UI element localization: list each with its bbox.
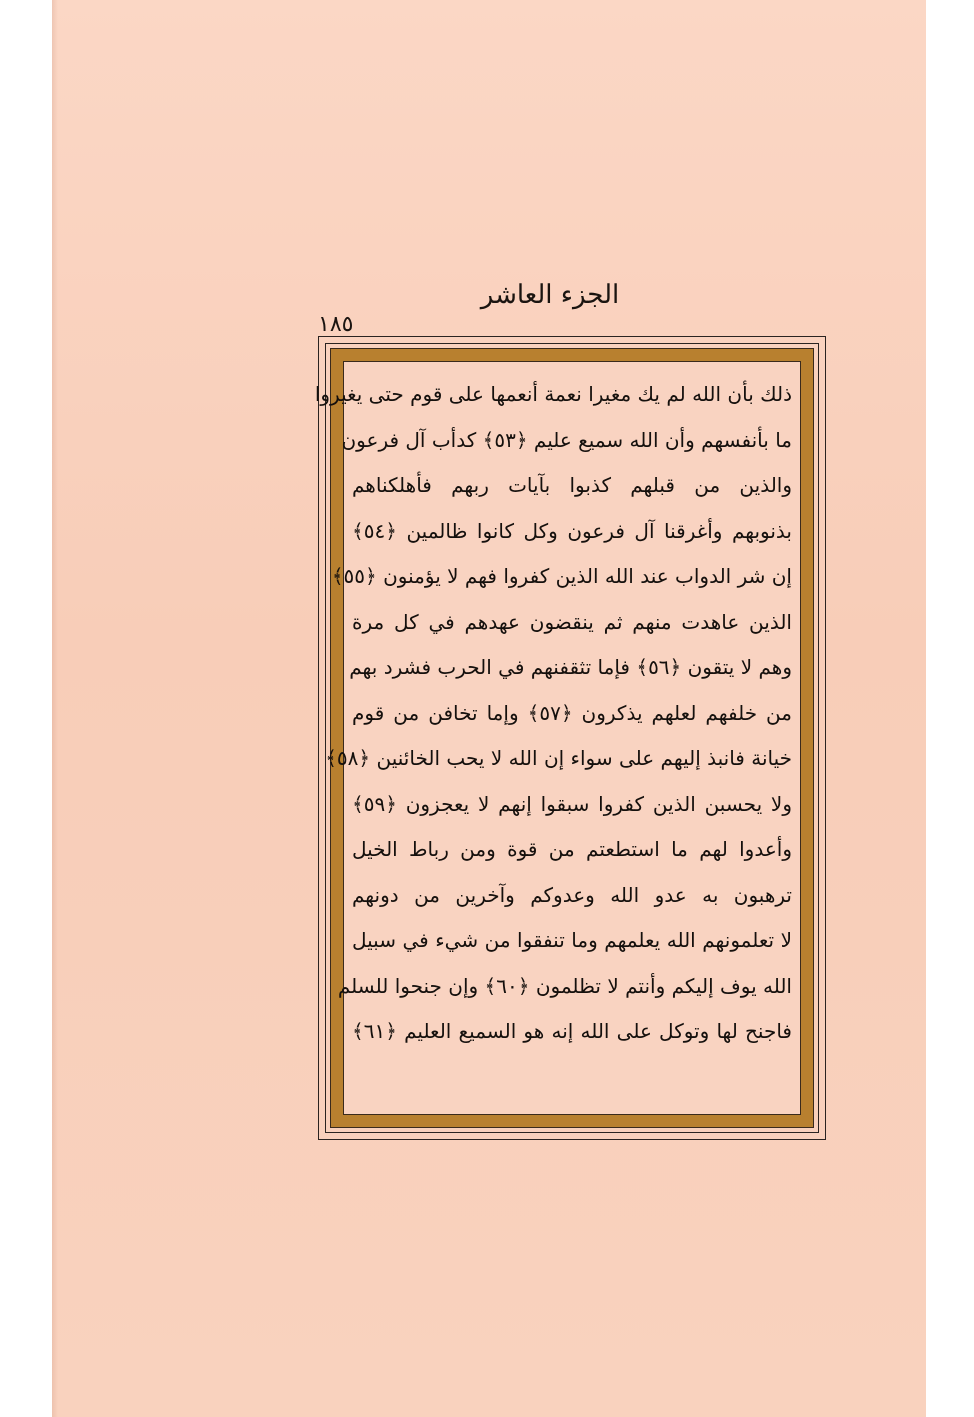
verse-line: ترهبون به عدو الله وعدوكم وآخرين من دونهم <box>352 882 792 907</box>
verse-line: لا تعلمونهم الله يعلمهم وما تنفقوا من شيء في سبيل <box>352 928 792 952</box>
verse-line: وأعدوا لهم ما استطعتم من قوة ومن رباط الخيل <box>352 837 792 861</box>
verse-line: ولا يحسبن الذين كفروا سبقوا إنهم لا يعجزون ﴿٥٩﴾ <box>352 791 792 816</box>
page-number: ١٨٥ <box>318 312 354 337</box>
verse-line: والذين من قبلهم كذبوا بآيات ربهم فأهلكناهم <box>352 473 792 497</box>
page-edge-shadow <box>52 0 58 1417</box>
verse-line: إن شر الدواب عند الله الذين كفروا فهم لا يؤمنون ﴿٥٥﴾ <box>331 564 792 588</box>
verse-line: الله يوف إليكم وأنتم لا تظلمون ﴿٦٠﴾ وإن جنحوا للسلم <box>337 973 792 998</box>
verse-line: ما بأنفسهم وأن الله سميع عليم ﴿٥٣﴾ كدأب آل فرعون <box>341 427 792 452</box>
verse-line: خيانة فانبذ إليهم على سواء إن الله لا يحب الخائنين ﴿٥٨﴾ <box>325 746 792 770</box>
verse-line: ذلك بأن الله لم يك مغيرا نعمة أنعمها على قوم حتى يغيروا <box>314 382 792 406</box>
juz-title: الجزء العاشر <box>480 280 620 310</box>
verse-text-block <box>314 372 792 1108</box>
verse-line: بذنوبهم وأغرقنا آل فرعون وكل كانوا ظالمين ﴿٥٤﴾ <box>352 518 792 543</box>
verse-line: وهم لا يتقون ﴿٥٦﴾ فإما تثقفنهم في الحرب فشرد بهم <box>349 655 792 679</box>
verse-line: من خلفهم لعلهم يذكرون ﴿٥٧﴾ وإما تخافن من قوم <box>352 700 792 725</box>
verse-line: فاجنح لها وتوكل على الله إنه هو السميع العليم ﴿٦١﴾ <box>352 1019 792 1043</box>
verse-line: الذين عاهدت منهم ثم ينقضون عهدهم في كل مرة <box>352 609 792 634</box>
